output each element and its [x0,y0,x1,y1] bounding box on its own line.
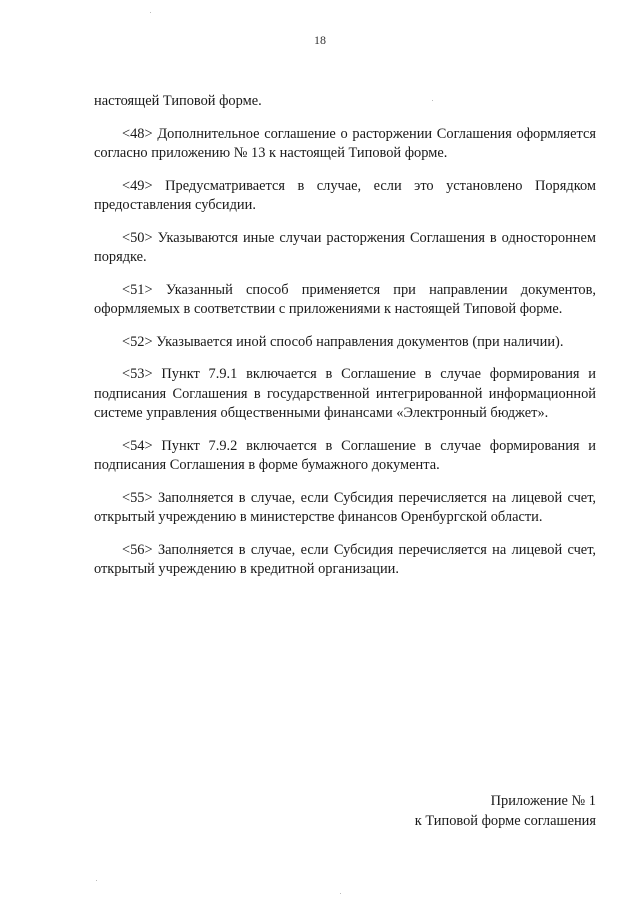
scan-speck [150,12,151,13]
footnote-52: <52> Указывается иной способ направления документов (при наличии). [122,333,564,350]
footnote-50: <50> Указываются иные случаи расторжения Соглашения в одностороннем порядке. [94,229,596,265]
footnote-48: <48> Дополнительное соглашение о расторжении Соглашения оформляется согласно приложению № 13 к настоящей Типовой форме. [94,125,596,161]
paragraph-continuation: настоящей Типовой форме. [94,93,262,109]
scan-speck [432,100,433,101]
footnote-51: <51> Указанный способ применяется при направлении документов, оформляемых в соответствии с приложениями к настоящей Типовой форме. [94,281,596,317]
appendix-subtitle: к Типовой форме соглашения [414,812,596,829]
appendix-title: Приложение № 1 [490,793,596,809]
scan-speck [96,880,97,881]
footnote-49: <49> Предусматривается в случае, если это установлено Порядком предоставления субсидии. [94,177,596,213]
appendix-heading [415,792,596,831]
footnotes-body [94,92,596,593]
footnote-53: <53> Пункт 7.9.1 включается в Соглашение в случае формирования и подписания Соглашения в государственной интегрированной информационной системе управления общественными финансами «Электронный бюджет». [94,366,596,421]
scan-speck [340,893,341,894]
footnote-55: <55> Заполняется в случае, если Субсидия перечисляется на лицевой счет, открытый учреждению в министерстве финансов Оренбургской области. [94,489,596,525]
footnote-54: <54> Пункт 7.9.2 включается в Соглашение в случае формирования и подписания Соглашения в форме бумажного документа. [94,437,596,473]
footnote-56: <56> Заполняется в случае, если Субсидия перечисляется на лицевой счет, открытый учреждению в кредитной организации. [94,541,596,577]
page-number: 18 [314,33,326,47]
